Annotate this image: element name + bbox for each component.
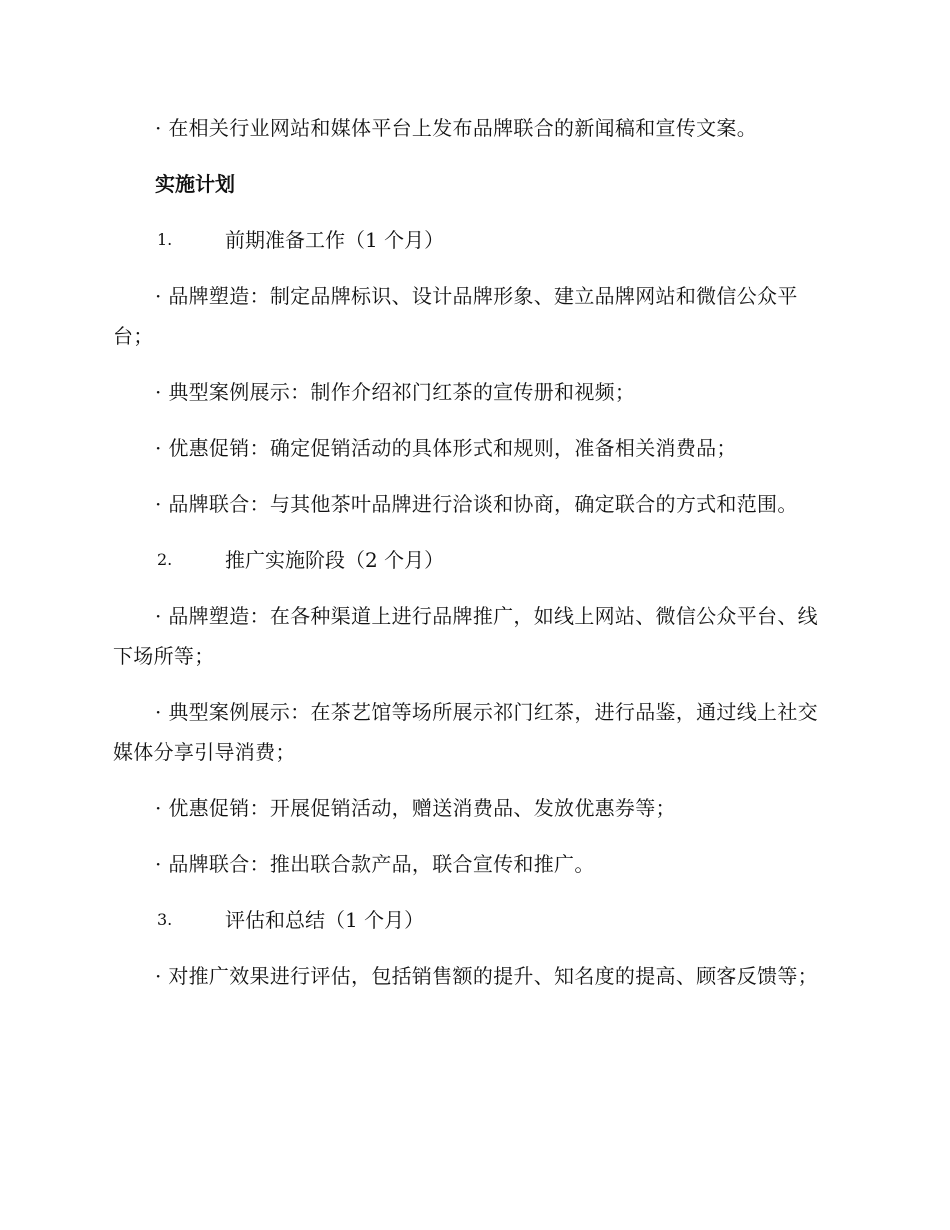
phase-number: 3.: [157, 910, 173, 929]
phase-2-title: [113, 540, 825, 580]
phase-3-bullet-1: · 对推广效果进行评估，包括销售额的提升、知名度的提高、顾客反馈等；: [155, 964, 818, 988]
phase-number: 2.: [157, 550, 173, 569]
document-body: [113, 108, 825, 1012]
phase-title: 评估和总结（1 个月）: [225, 908, 425, 932]
phase-2-bullet-2: · 典型案例展示：在茶艺馆等场所展示祁门红茶，进行品鉴，通过线上社交媒体分享引导消费；: [113, 700, 818, 764]
phase-1-bullet-4: · 品牌联合：与其他茶叶品牌进行洽谈和协商，确定联合的方式和范围。: [155, 492, 798, 516]
phase-1-bullet-3: · 优惠促销：确定促销活动的具体形式和规则，准备相关消费品；: [155, 436, 737, 460]
phase-2-bullet-3: · 优惠促销：开展促销活动，赠送消费品、发放优惠券等；: [155, 796, 676, 820]
phase-2-bullet-1: · 品牌塑造：在各种渠道上进行品牌推广，如线上网站、微信公众平台、线下场所等；: [113, 604, 818, 668]
phase-1-bullet-2: · 典型案例展示：制作介绍祁门红茶的宣传册和视频；: [155, 380, 636, 404]
phase-title: 推广实施阶段（2 个月）: [225, 548, 445, 572]
phase-2-bullet-4: · 品牌联合：推出联合款产品，联合宣传和推广。: [155, 852, 595, 876]
phase-1-title: [113, 220, 825, 260]
phase-number: 1.: [157, 230, 173, 249]
section-heading: 实施计划: [155, 172, 235, 196]
phase-title: 前期准备工作（1 个月）: [225, 228, 445, 252]
phase-3-title: [113, 900, 825, 940]
phase-1-bullet-1: · 品牌塑造：制定品牌标识、设计品牌形象、建立品牌网站和微信公众平台；: [113, 284, 798, 348]
intro-bullet: · 在相关行业网站和媒体平台上发布品牌联合的新闻稿和宣传文案。: [155, 116, 758, 140]
